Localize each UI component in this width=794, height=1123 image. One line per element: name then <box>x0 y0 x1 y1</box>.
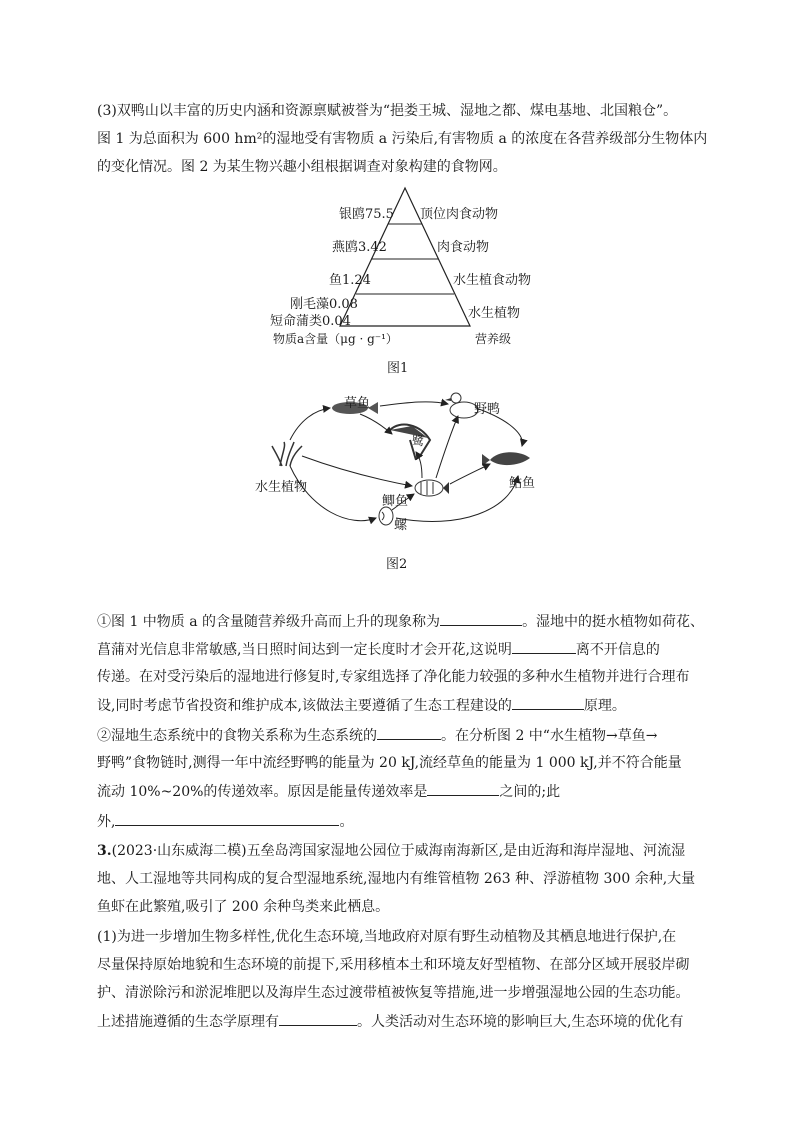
part2-line-2: 野鸭”食物链时,测得一年中流经野鸭的能量为 20 kJ,流经草鱼的能量为 1 000 kJ,并不符合能量 <box>97 755 682 771</box>
q-next-line-1 <box>97 841 697 861</box>
question-number: 3. <box>97 843 112 859</box>
part2-line-1 <box>97 725 697 746</box>
answer-blank-6[interactable] <box>115 811 339 826</box>
arrow-crucian-to-duck <box>436 416 458 478</box>
part1-line-1b: 。湿地中的挺水植物如荷花、 <box>522 614 705 630</box>
part1-line-4b: 原理。 <box>583 698 626 714</box>
part1-line-3: 传递。在对受污染后的湿地进行修复时,专家组选择了净化能力较强的多种水生植物并进行合理布 <box>97 669 690 685</box>
aquatic-plant-icon <box>272 442 302 466</box>
pyramid-right-label-3: 水生植食动物 <box>453 273 532 288</box>
answer-blank-2[interactable] <box>512 639 576 654</box>
part2-line-1a: ②湿地生态系统中的食物关系称为生态系统的 <box>97 728 377 744</box>
part1-line-1a: ①图 1 中物质 a 的含量随营养级升高而上升的现象称为 <box>97 614 441 630</box>
part2-line-4b: 。 <box>339 814 354 830</box>
figure1-caption: 图1 <box>387 361 409 376</box>
arrow-crucian-to-catfish <box>450 464 490 484</box>
part1-line-4a: 设,同时考虑节省投资和维护成本,该做法主要遵循了生态工程建设的 <box>97 698 512 714</box>
part1-line-4 <box>97 695 697 716</box>
answer-blank-5[interactable] <box>427 781 499 796</box>
q-next-sub1-line-2: 尽量保持原始地貌和生态环境的前提下,采用移植本土和环境友好型植物、在部分区域开展驳岸砌 <box>97 957 690 973</box>
arrow-plants-to-grasscarp <box>290 408 330 440</box>
part1-line-1 <box>97 611 705 632</box>
label-snail: 螺 <box>394 518 408 533</box>
arrow-snail-to-catfish <box>396 476 518 522</box>
crucian-icon <box>415 480 449 496</box>
arrow-plants-to-crucian <box>302 456 412 486</box>
pyramid-axis-label-right: 营养级 <box>475 332 512 346</box>
q-next-sub1-line-4 <box>97 1011 697 1032</box>
part2-line-3 <box>97 781 697 802</box>
arrow-grasscarp-to-duck <box>380 402 448 406</box>
pyramid-left-label-2: 燕鸥3.42 <box>332 240 387 255</box>
label-wild-duck: 野鸭 <box>474 402 501 417</box>
part2-line-4a: 外, <box>97 814 116 830</box>
pyramid-right-label-4: 水生植物 <box>468 306 521 321</box>
label-catfish: 鲇鱼 <box>509 476 536 491</box>
label-aquatic-plants: 水生植物 <box>255 480 308 495</box>
part1-line-2b: 离不开信息的 <box>575 642 660 658</box>
q3-intro-line-2: 图 1 为总面积为 600 hm²的湿地受有害物质 a 污染后,有害物质 a 的浓度在各营养级部分生物体内 <box>97 131 708 147</box>
answer-blank-3[interactable] <box>512 695 584 710</box>
arrow-grasscarp-to-egret <box>360 414 392 434</box>
label-egret: 鹭 <box>412 434 425 448</box>
label-crucian: 鲫鱼 <box>382 494 409 509</box>
q-next-sub1-line-1: (1)为进一步增加生物多样性,优化生态环境,当地政府对原有野生动植物及其栖息地进行保护,在 <box>97 929 677 945</box>
part2-line-4 <box>97 811 697 832</box>
q-next-sub1-line-4b: 。人类活动对生态环境的影响巨大,生态环境的优化有 <box>357 1014 684 1030</box>
pyramid-left-label-4: 刚毛藻0.08 <box>290 297 358 312</box>
pyramid-left-label-1: 银鸥75.5 <box>339 207 394 222</box>
pyramid-axis-label-left: 物质a含量（μg · g⁻¹） <box>273 332 398 346</box>
part2-line-3a: 流动 10%~20%的传递效率。原因是能量传递效率是 <box>97 784 428 800</box>
part1-line-2a: 菖蒲对光信息非常敏感,当日照时间达到一定长度时才会开花,这说明 <box>97 642 512 658</box>
part1-line-2 <box>97 639 697 660</box>
part2-line-3b: 之间的;此 <box>499 784 561 800</box>
q-next-line-1-text: (2023·山东威海二模)五垒岛湾国家湿地公园位于威海南海新区,是由近海和海岸湿地、河流湿 <box>111 843 686 859</box>
q3-intro-line-3: 的变化情况。图 2 为某生物兴趣小组根据调查对象构建的食物网。 <box>97 159 507 175</box>
pyramid-left-label-5: 短命蒲类0.04 <box>270 314 351 329</box>
pyramid-right-label-1: 顶位肉食动物 <box>420 207 499 222</box>
q-next-sub1-line-3: 护、清淤除污和淤泥堆肥以及海岸生态过渡带植被恢复等措施,进一步增强湿地公园的生态功能。 <box>97 985 690 1001</box>
pyramid-left-label-3: 鱼1.24 <box>329 273 371 288</box>
figure2-caption: 图2 <box>386 557 408 572</box>
answer-blank-1[interactable] <box>440 611 522 626</box>
q-next-line-3: 鱼虾在此繁殖,吸引了 200 余种鸟类来此栖息。 <box>97 899 390 915</box>
answer-blank-4[interactable] <box>377 725 441 740</box>
snail-icon <box>379 507 393 525</box>
q-next-sub1-line-4a: 上述措施遵循的生态学原理有 <box>97 1014 279 1030</box>
label-grass-carp: 草鱼 <box>344 396 371 411</box>
part2-line-1b: 。在分析图 2 中“水生植物→草鱼→ <box>441 728 658 744</box>
q-next-line-2: 地、人工湿地等共同构成的复合型湿地系统,湿地内有维管植物 263 种、浮游植物 300 余种,大量 <box>97 871 696 887</box>
pyramid-right-label-2: 肉食动物 <box>437 240 490 255</box>
answer-blank-7[interactable] <box>279 1011 357 1026</box>
q3-intro-line-1: (3)双鸭山以丰富的历史内涵和资源禀赋被誉为“挹娄王城、湿地之都、煤电基地、北国粮仓”。 <box>97 103 678 119</box>
